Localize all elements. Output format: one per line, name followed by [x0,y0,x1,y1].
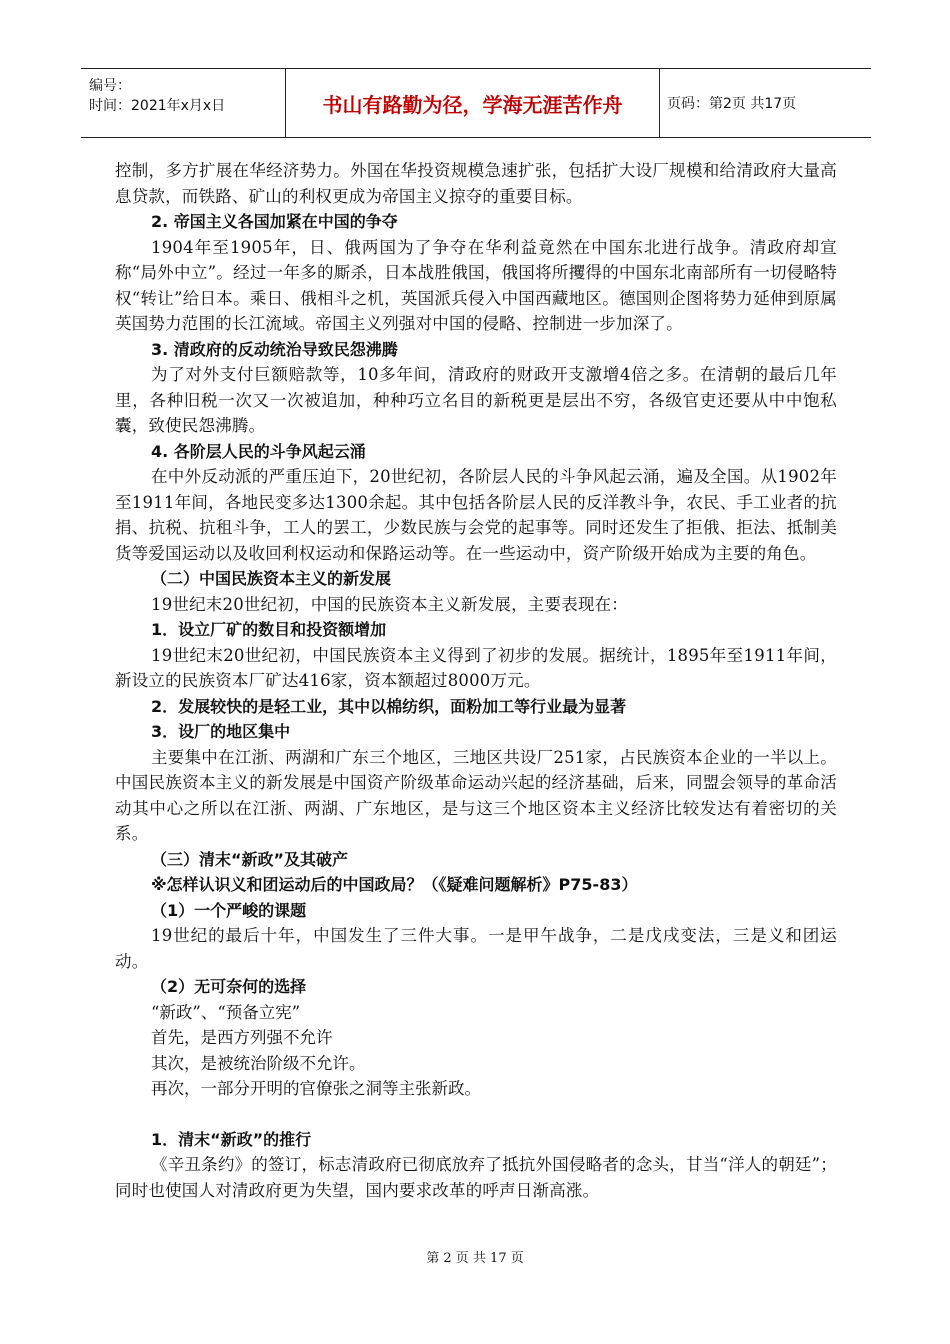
paragraph: 19世纪的最后十年，中国发生了三件大事。一是甲午战争，二是戊戌变法，三是义和团运动。 [115,926,837,971]
number-label: 编号： [89,78,131,94]
blank-line [115,1102,837,1127]
section-heading: （2）无可奈何的选择 [151,977,307,996]
paragraph: 《辛丑条约》的签订，标志清政府已彻底放弃了抵抗外国侵略者的念头，甘当“洋人的朝廷”；同时也使国人对清政府更为失望，国内要求改革的呼声日渐高涨。 [115,1155,837,1200]
section-heading: （三）清末“新政”及其破产 [151,849,349,869]
section-heading: 1．清末“新政”的推行 [151,1129,312,1149]
section-heading: 3. 清政府的反动统治导致民怨沸腾 [151,339,398,359]
list-line: “新政”、“预备立宪” [151,1002,301,1022]
date-label: 时间：2021年x月x日 [89,98,226,114]
paragraph: 主要集中在江浙、两湖和广东三个地区，三地区共设厂251家，占民族资本企业的一半以上。中国民族资本主义的新发展是中国资产阶级革命运动兴起的经济基础，后来，同盟会领导的革命活动其中心之所以在江浙、两湖、广东地区，是与这三个地区资本主义经济比较发达有着密切的关系。 [115,747,837,843]
document-body [115,158,837,1203]
paragraph: 为了对外支付巨额赔款等，10多年间，清政府的财政开支激增4倍之多。在清朝的最后几年里，各种旧税一次又一次被追加，种种巧立名目的新税更是层出不穷，各级官吏还要从中中饱私囊，致使民怨沸腾。 [115,365,837,435]
list-line: 再次，一部分开明的官僚张之洞等主张新政。 [151,1079,481,1098]
header-divider [659,69,660,137]
section-heading: 1．设立厂矿的数目和投资额增加 [151,620,387,639]
header-page-label: 页码：第2页 共17页 [667,96,797,112]
paragraph: 19世纪末20世纪初，中国民族资本主义得到了初步的发展。据统计，1895年至1911年间，新设立的民族资本厂矿达416家，资本额超过8000万元。 [115,645,837,690]
list-line: 首先，是西方列强不允许 [151,1028,333,1047]
section-heading: （1）一个严峻的课题 [151,900,307,920]
page-footer: 第 2 页 共 17 页 [426,1251,524,1266]
section-heading: 4. 各阶层人民的斗争风起云涌 [151,441,366,461]
list-line: 其次，是被统治阶级不允许。 [151,1053,366,1073]
page-header [81,68,871,138]
header-meta-cell [81,69,285,137]
section-heading: 3．设厂的地区集中 [151,722,291,741]
section-heading: 2．发展较快的是轻工业，其中以棉纺织，面粉加工等行业最为显著 [151,696,627,716]
section-heading: 2. 帝国主义各国加紧在中国的争夺 [151,212,398,231]
paragraph: 19世纪末20世纪初，中国的民族资本主义新发展，主要表现在： [151,594,628,614]
paragraph: 控制，多方扩展在华经济势力。外国在华投资规模急速扩张，包括扩大设厂规模和给清政府大量高息贷款，而铁路、矿山的利权更成为帝国主义掠夺的重要目标。 [115,161,837,206]
section-heading: （二）中国民族资本主义的新发展 [151,569,392,588]
question-heading: ※怎样认识义和团运动后的中国政局？（《疑难问题解析》P75-83） [151,875,638,894]
paragraph: 在中外反动派的严重压迫下，20世纪初，各阶层人民的斗争风起云涌，遍及全国。从1902年至1911年间，各地民变多达1300余起。其中包括各阶层人民的反洋教斗争，农民、手工业者的抗捐、抗税、抗租斗争，工人的罢工，少数民族与会党的起事等。同时还发生了拒俄、拒法、抵制美货等爱国运动以及收回利权运动和保路运动等。在一些运动中，资产阶级开始成为主要的角色。 [115,467,837,563]
header-motto: 书山有路勤为径，学海无涯苦作舟 [322,92,623,117]
paragraph: 1904年至1905年，日、俄两国为了争夺在华利益竟然在中国东北进行战争。清政府却宣称“局外中立”。经过一年多的厮杀，日本战胜俄国，俄国将所攫得的中国东北南部所有一切侵略特权“转让”给日本。乘日、俄相斗之机，英国派兵侵入中国西藏地区。德国则企图将势力延伸到原属英国势力范围的长江流域。帝国主义列强对中国的侵略、控制进一步加深了。 [115,237,837,333]
